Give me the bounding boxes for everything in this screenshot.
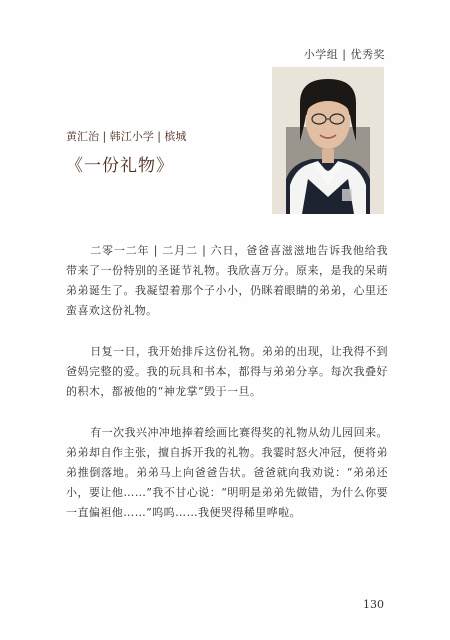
- page-number: 130: [363, 598, 384, 611]
- author-photo: [272, 67, 384, 214]
- essay-body: [66, 241, 388, 544]
- essay-title: 《一份礼物》: [66, 156, 174, 176]
- author-byline: 黄汇治 | 韩江小学 | 槟城: [66, 130, 187, 143]
- paragraph: 日复一日，我开始排斥这份礼物。弟弟的出现，让我得不到爸妈完整的爱。我的玩具和书本，都得与弟弟分享。每次我叠好的积木，都被他的“神龙掌”毁于一旦。: [66, 345, 388, 398]
- portrait-image: [272, 67, 384, 214]
- category-label: 小学组 | 优秀奖: [303, 48, 385, 61]
- paragraph: 有一次我兴冲冲地捧着绘画比赛得奖的礼物从幼儿园回来。弟弟却自作主张，擅自拆开我的礼物。我霎时怒火冲冠，便将弟弟推倒落地。弟弟马上向爸爸告状。爸爸就向我劝说：“弟弟还小，要让他……”我不甘心说：“明明是弟弟先做错，为什么你要一直偏袒他……”呜呜……我便哭得稀里哗啦。: [66, 426, 388, 519]
- paragraph: 二零一二年 | 二月二 | 六日，爸爸喜滋滋地告诉我他给我带来了一份特别的圣诞节礼物。我欣喜万分。原来，是我的呆萌弟弟诞生了。我凝望着那个子小小，仍眯着眼睛的弟弟，心里还蛮喜欢这份礼物。: [66, 244, 388, 317]
